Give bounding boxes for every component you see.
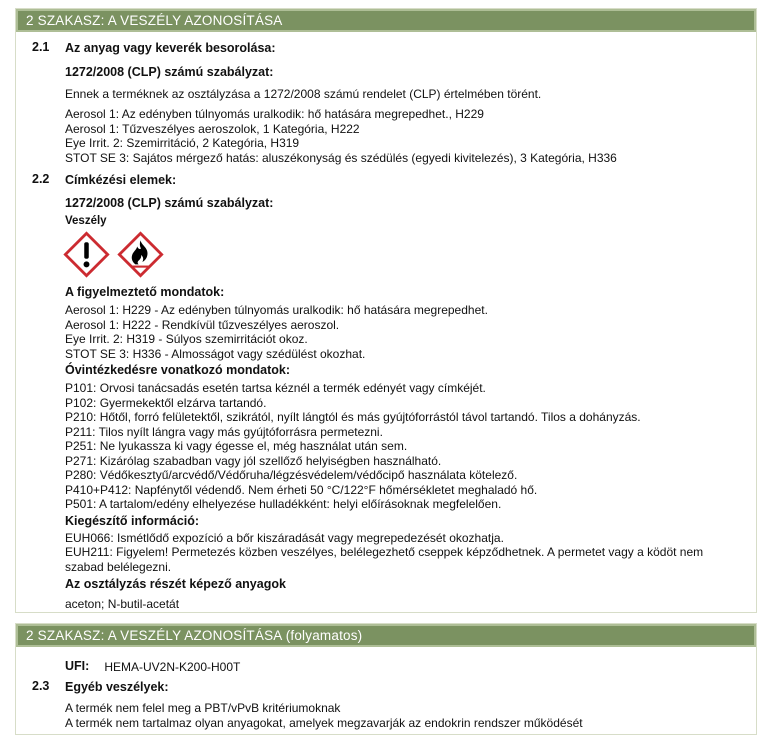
precaution-heading-row [16, 362, 756, 378]
other-hazards-list [65, 701, 756, 731]
section-2-header-bar [16, 9, 756, 32]
hazard-list-row [16, 303, 756, 361]
ghs02-flame-pictogram [117, 231, 164, 278]
classification-list [65, 107, 756, 165]
hazard-heading-row [16, 284, 756, 300]
subsection-2-1-heading-row [16, 40, 756, 56]
precaution-line: P210: Hőtől, forró felületektől, szikrától, nyílt lángtól és más gyújtóforrástól távol tartandó. Tilos a dohányzás. [65, 410, 641, 424]
subsection-2-2-heading-row [16, 172, 756, 188]
subsection-2-3-heading-row [16, 679, 756, 695]
hazard-statement-line: Aerosol 1: H229 - Az edényben túlnyomás uralkodik: hő hatására megrepedhet. [65, 303, 488, 317]
section-2-continued-header-title: 2 SZAKASZ: A VESZÉLY AZONOSÍTÁSA (folyamatos) [26, 628, 363, 643]
precaution-line: P251: Ne lyukassza ki vagy égesse el, még használat után sem. [65, 439, 408, 453]
section-2-continued-box [15, 623, 757, 735]
subsection-2-2-title: Címkézési elemek: [65, 173, 177, 187]
subsection-number: 2.3 [32, 679, 50, 693]
classification-line: Aerosol 1: Az edényben túlnyomás uralkodik: hő hatására megrepedhet., H229 [65, 107, 484, 121]
precaution-line: P102: Gyermekektől elzárva tartandó. [65, 395, 267, 410]
hazard-statement-line: Aerosol 1: H222 - Rendkívül tűzveszélyes aeroszol. [65, 317, 340, 332]
ufi-row [16, 659, 756, 674]
pictogram-section-row [16, 228, 756, 278]
classification-intro: Ennek a terméknek az osztályzása a 1272/2008 számú rendelet (CLP) értelmében törént. [65, 87, 542, 101]
substances-heading-row [16, 576, 756, 592]
classification-list-row [16, 107, 756, 165]
precaution-line: P280: Védőkesztyű/arcvédő/Védőruha/légzésvédelem/védőcipő használata kötelező. [65, 468, 518, 482]
supplemental-heading-row [16, 513, 756, 529]
hazard-statements-heading: A figyelmeztető mondatok: [65, 285, 225, 299]
precaution-line: P501: A tartalom/edény elhelyezése hulladékként: helyi előírásoknak megfelelően. [65, 497, 502, 511]
clp-regulation-heading-row-2 [16, 195, 756, 211]
substances-row [16, 597, 756, 612]
exclamation-icon [63, 231, 110, 278]
flame-icon [117, 231, 164, 278]
classification-line: STOT SE 3: Sajátos mérgező hatás: aluszékonyság és szédülés (egyedi kivitelezés), 3 Kategória, H336 [65, 150, 617, 165]
precaution-line: P271: Kizárólag szabadban vagy jól szellőző helyiségben használható. [65, 453, 442, 468]
ufi-label: UFI: [65, 659, 90, 673]
ghs07-exclamation-pictogram [63, 231, 110, 278]
classification-substances: aceton; N-butil-acetát [65, 597, 180, 611]
other-hazards-row [16, 701, 756, 731]
clp-regulation-heading: 1272/2008 (CLP) számú szabályzat: [65, 196, 274, 210]
precaution-line: P211: Tilos nyílt lángra vagy más gyújtóforrásra permetezni. [65, 424, 383, 439]
precaution-statements-heading: Óvintézkedésre vonatkozó mondatok: [65, 363, 291, 377]
precaution-list-row [16, 381, 756, 512]
subsection-2-3-title: Egyéb veszélyek: [65, 680, 169, 694]
subsection-number: 2.2 [32, 172, 50, 186]
supplemental-line: EUH211: Figyelem! Permetezés közben veszélyes, belélegezhető cseppek képződhetnek. A permetet vagy a ködöt nem szabad belélegezni. [65, 545, 704, 574]
other-hazard-line: A termék nem felel meg a PBT/vPvB kritériumoknak [65, 701, 341, 715]
supplemental-info-heading: Kiegészítő információ: [65, 513, 200, 528]
signal-word-row [16, 215, 756, 228]
section-2-header-title: 2 SZAKASZ: A VESZÉLY AZONOSÍTÁSA [26, 13, 283, 28]
classification-intro-row [16, 87, 756, 102]
supplemental-list-row [16, 531, 756, 575]
ghs-pictograms [63, 231, 742, 278]
hazard-statement-line: Eye Irrit. 2: H319 - Súlyos szemirritációt okoz. [65, 332, 308, 346]
precaution-statements-list [65, 381, 756, 512]
other-hazard-line: A termék nem tartalmaz olyan anyagokat, amelyek megzavarják az endokrin rendszer működését [65, 716, 583, 730]
supplemental-line: EUH066: Ismétlődő expozíció a bőr kiszáradását vagy megrepedezését okozhatja. [65, 530, 504, 545]
supplemental-statements-list [65, 531, 756, 575]
subsection-number: 2.1 [32, 40, 50, 54]
hazard-statement-line: STOT SE 3: H336 - Almosságot vagy szédülést okozhat. [65, 346, 366, 361]
classification-substances-heading: Az osztályzás részét képező anyagok [65, 577, 286, 591]
clp-regulation-heading-row [16, 64, 756, 80]
precaution-line: P101: Orvosi tanácsadás esetén tartsa kéznél a termék edényét vagy címkéjét. [65, 381, 486, 395]
hazard-statements-list [65, 303, 756, 361]
ufi-value: HEMA-UV2N-K200-H00T [104, 660, 241, 674]
classification-line: Aerosol 1: Tűzveszélyes aeroszolok, 1 Kategória, H222 [65, 121, 360, 136]
clp-regulation-heading: 1272/2008 (CLP) számú szabályzat: [65, 65, 274, 79]
section-2-continued-header-bar [16, 624, 756, 647]
signal-word: Veszély [65, 215, 107, 227]
subsection-2-1-title: Az anyag vagy keverék besorolása: [65, 41, 276, 55]
classification-line: Eye Irrit. 2: Szemirritáció, 2 Kategória, H319 [65, 136, 300, 150]
precaution-line: P410+P412: Napfénytől védendő. Nem érheti 50 °C/122°F hőmérsékletet meghaladó hő. [65, 482, 538, 497]
section-2-box [15, 8, 757, 613]
